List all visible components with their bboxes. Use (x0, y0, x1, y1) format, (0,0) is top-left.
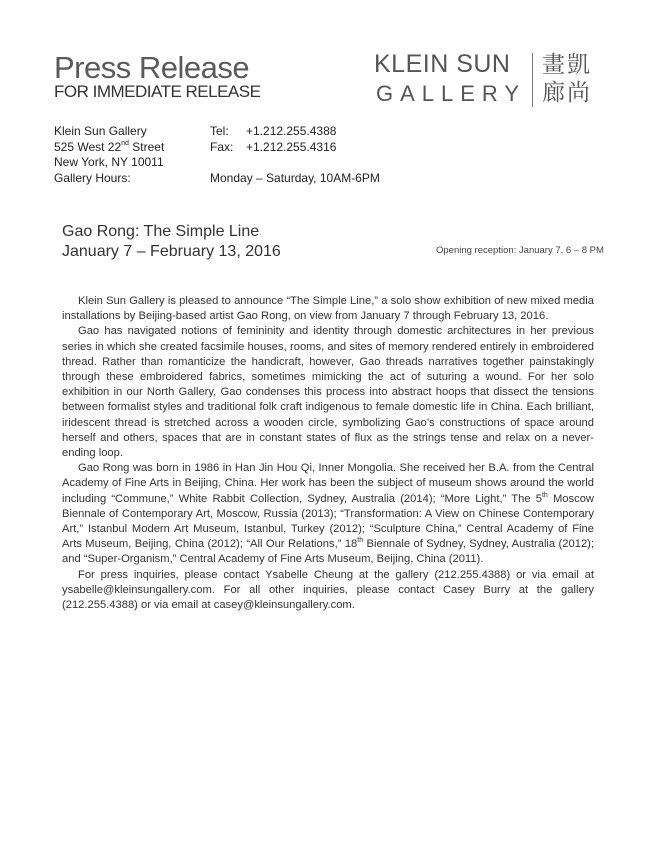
gallery-street (54, 140, 164, 156)
logo-gallery-word: GALLERY (376, 81, 527, 106)
fax-value: +1.212.255.4316 (246, 139, 337, 154)
opening-reception: Opening reception: January 7, 6 – 8 PM (436, 245, 604, 256)
gallery-logo (374, 51, 614, 111)
logo-chinese (542, 51, 592, 107)
gallery-phone-block (210, 124, 380, 186)
logo-chinese-line-1: 畫凱 (542, 52, 592, 78)
tel-value: +1.212.255.4388 (246, 124, 337, 138)
street-ordinal: nd (121, 139, 129, 147)
logo-divider (532, 53, 533, 107)
tel-label: Tel: (210, 124, 229, 138)
exhibition-dates: January 7 – February 13, 2016 (62, 243, 281, 260)
ordinal-2: th (357, 537, 364, 545)
fax-row (210, 140, 380, 156)
body-paragraph-1: Klein Sun Gallery is pleased to announce “The Simple Line,” a solo show exhibition of new mixed media installations by Beijing-based artist Gao Rong, on view from January 7 through February 13, 2016. (62, 295, 594, 323)
gallery-address-block (54, 124, 164, 186)
logo-name: KLEIN SUN (374, 50, 511, 78)
spacer-row (210, 155, 380, 171)
gallery-hours-label: Gallery Hours: (54, 170, 131, 185)
press-release-title: Press Release (54, 50, 250, 85)
fax-label: Fax: (210, 139, 234, 154)
gallery-hours-value: Monday – Saturday, 10AM-6PM (210, 170, 380, 185)
press-release-subtitle: FOR IMMEDIATE RELEASE (54, 82, 261, 101)
gallery-name: Klein Sun Gallery (54, 124, 147, 138)
gallery-city: New York, NY 10011 (54, 155, 164, 169)
ordinal-1: th (541, 491, 548, 499)
street-suffix: Street (128, 139, 165, 154)
logo-chinese-line-2: 廊尚 (542, 80, 592, 106)
exhibition-title: Gao Rong: The Simple Line (62, 223, 260, 240)
bio-part-1: Gao Rong was born in 1986 in Han Jin Hou Qi, Inner Mongolia. She received her B.A. from the Central Academy of Fine Arts in Beijing, China. Her work has been the subject of museum shows around the world including “Commune,” White Rabbit Collection, Sydney, Australia (2014); “More Light,” The 5 (62, 462, 594, 505)
body-paragraph-4: For press inquiries, please contact Ysabelle Cheung at the gallery (212.255.4388) or via email at ysabelle@kleinsungallery.com. For all other inquiries, please contact Casey Burry at the gallery (212.255.4388) or via email at casey@kleinsungallery.com. (62, 568, 594, 612)
bio-part-3: Biennale of Sydney, Sydney, Australia (2012); and “Super-Organism,” Central Academy of Fine Arts Museum, Beijing, China (2011). (62, 538, 594, 566)
street-number: 525 West 22 (54, 139, 122, 154)
body-paragraph-2: Gao has navigated notions of femininity and identity through domestic architectures in her previous series in which she created facsimile houses, rooms, and sites of memory rendered entirely in embroidered thread. Rather than romanticize the handicraft, however, Gao threads narratives together painstakingly through these embroidered fabrics, sometimes mimicking the act of suturing a wound. For her solo exhibition in our North Gallery, Gao condenses this process into abstract hoops that dissect the tensions between formalist styles and traditional folk craft indigenous to female domestic life in China. Each brilliant, iridescent thread is stretched across a wooden circle, symbolizing Gao’s constructions of space around herself and others, spaces that are in constant states of flux as the strings tense and relax on a never-ending loop. (62, 325, 594, 460)
body-paragraph-3 (62, 461, 594, 567)
press-release-body (62, 294, 594, 613)
bio-part-2: Moscow Biennale of Contemporary Art, Moscow, Russia (2013); “Transformation: A View on Chinese Contemporary Art,” Istanbul Modern Art Museum, Istanbul, Turkey (2012); “Sculpture China,” Central Academy of Fine Arts Museum, Beijing, China (2012); “All Our Relations,” 18 (62, 492, 594, 551)
tel-row (210, 124, 380, 140)
